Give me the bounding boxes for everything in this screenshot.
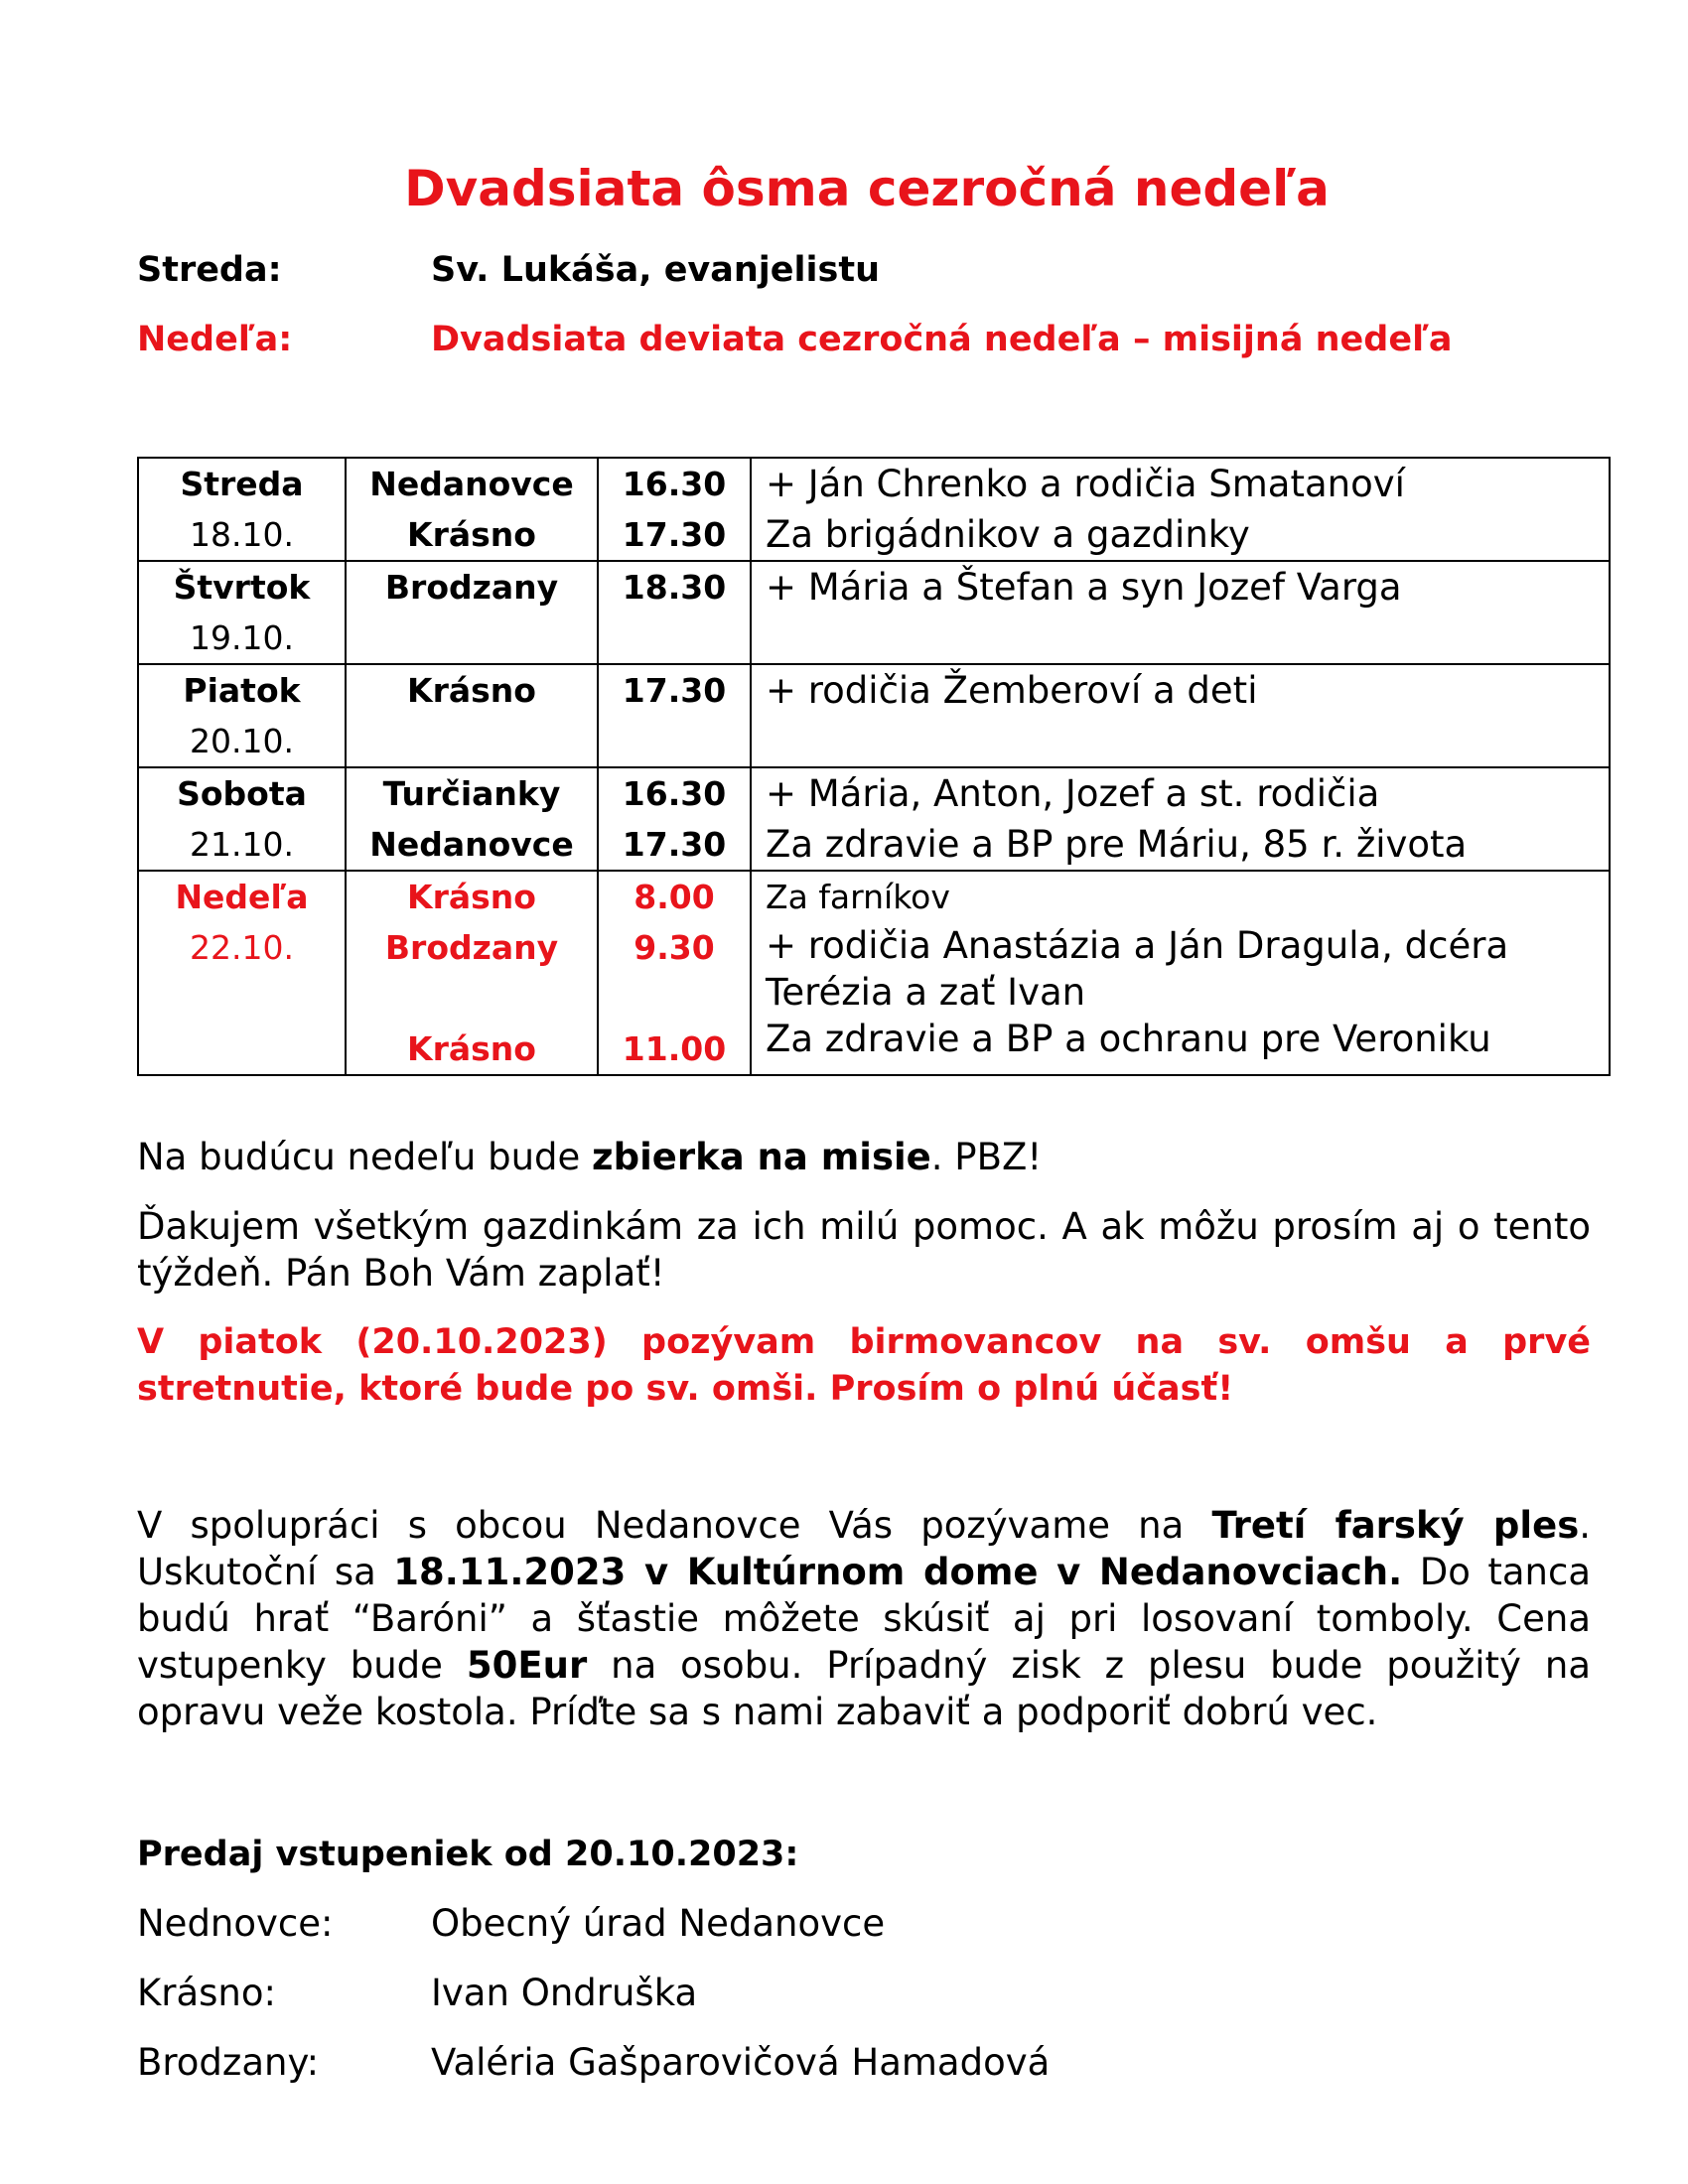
sales-seller: Ivan Ondruška [431, 1972, 698, 2014]
day-date: 21.10. [190, 825, 294, 864]
place-cell [346, 458, 598, 561]
place: Krásno [407, 878, 536, 916]
table-row [138, 871, 1610, 1075]
day-cell [138, 767, 346, 871]
day-name: Sobota [177, 774, 307, 813]
intention: + rodičia Žemberoví a deti [766, 669, 1258, 712]
sales-place: Krásno: [137, 1972, 276, 2014]
ball-emphasis: Tretí farský ples [1211, 1504, 1580, 1547]
time-cell [598, 871, 751, 1075]
sales-seller: Valéria Gašparovičová Hamadová [431, 2041, 1051, 2084]
notice-thanks: Ďakujem všetkým gazdinkám za ich milú pomoc. A ak môžu prosím aj o tento týždeň. Pán Boh Vám zaplať! [137, 1205, 1591, 1295]
time: 11.00 [622, 1029, 727, 1068]
place: Nedanovce [369, 465, 574, 503]
day-name: Štvrtok [173, 568, 311, 607]
place: Nedanovce [369, 825, 574, 864]
header-label: Streda: [137, 250, 282, 290]
ball-emphasis: 18.11.2023 v Kultúrnom dome v Nedanovciach. [393, 1551, 1403, 1593]
place-cell [346, 561, 598, 664]
time: 16.30 [622, 774, 727, 813]
intention: Za zdravie a BP a ochranu pre Veroniku [766, 1018, 1491, 1060]
header-value: Sv. Lukáša, evanjelistu [431, 250, 880, 290]
intention: Za zdravie a BP pre Máriu, 85 r. života [766, 823, 1468, 866]
time: 17.30 [622, 671, 727, 710]
ball-text: V spolupráci s obcou Nedanovce Vás pozývame na [137, 1504, 1212, 1547]
time: 16.30 [622, 465, 727, 503]
time: 18.30 [622, 568, 727, 607]
ball-invitation [137, 1502, 1591, 1735]
header-value: Dvadsiata deviata cezročná nedeľa – misijná nedeľa [431, 320, 1453, 359]
sales-place: Nednovce: [137, 1902, 334, 1945]
day-date: 22.10. [190, 928, 294, 967]
day-cell [138, 458, 346, 561]
ticket-sales-title: Predaj vstupeniek od 20.10.2023: [137, 1835, 799, 1874]
place-cell [346, 871, 598, 1075]
notice-text: . PBZ! [930, 1136, 1043, 1178]
table-row [138, 767, 1610, 871]
intention-cell [751, 561, 1610, 664]
place: Krásno [407, 1029, 536, 1068]
intention-cell [751, 458, 1610, 561]
intention: + rodičia Anastázia a Ján Dragula, dcéra [766, 924, 1509, 967]
intention: + Ján Chrenko a rodičia Smatanoví [766, 463, 1405, 505]
intention-cell [751, 664, 1610, 767]
ball-text: Do tanca budú hrať “Baróni” a šťastie môžete skúsiť aj pri losovaní tomboly. Cena vstupenky bude [137, 1551, 1591, 1687]
day-name: Streda [180, 465, 304, 503]
sales-place: Brodzany: [137, 2041, 320, 2084]
intention: + Mária a Štefan a syn Jozef Varga [766, 566, 1402, 609]
time: 17.30 [622, 515, 727, 554]
header-label: Nedeľa: [137, 320, 293, 359]
place: Turčianky [382, 774, 561, 813]
table-row [138, 561, 1610, 664]
intention-cell [751, 871, 1610, 1075]
notice-text: Na budúcu nedeľu bude [137, 1136, 593, 1178]
intention: Terézia a zať Ivan [766, 971, 1086, 1014]
page-title: Dvadsiata ôsma cezročná nedeľa [404, 160, 1330, 217]
day-date: 18.10. [190, 515, 294, 554]
day-cell [138, 561, 346, 664]
place: Krásno [407, 671, 536, 710]
day-date: 19.10. [190, 618, 294, 657]
time-cell [598, 767, 751, 871]
mass-schedule-table [137, 457, 1611, 1076]
table-row [138, 664, 1610, 767]
time: 8.00 [633, 878, 715, 916]
day-date: 20.10. [190, 722, 294, 760]
day-name: Piatok [183, 671, 301, 710]
ball-emphasis: 50Eur [466, 1644, 588, 1687]
place-cell [346, 767, 598, 871]
notice-emphasis: zbierka na misie [592, 1136, 931, 1178]
place: Brodzany [384, 568, 559, 607]
day-cell [138, 871, 346, 1075]
time-cell [598, 664, 751, 767]
ball-text: na osobu. Prípadný zisk z plesu bude použitý na opravu veže kostola. Príďte sa s nami zabaviť a podporiť dobrú vec. [137, 1644, 1591, 1733]
sales-seller: Obecný úrad Nedanovce [431, 1902, 886, 1945]
intention-cell [751, 767, 1610, 871]
notice-confirmation: V piatok (20.10.2023) pozývam birmovancov na sv. omšu a prvé stretnutie, ktoré bude po sv. omši. Prosím o plnú účasť! [137, 1322, 1591, 1409]
time-cell [598, 561, 751, 664]
day-cell [138, 664, 346, 767]
time: 17.30 [622, 825, 727, 864]
intention: + Mária, Anton, Jozef a st. rodičia [766, 772, 1380, 815]
day-name: Nedeľa [175, 878, 309, 916]
place: Brodzany [384, 928, 559, 967]
intention: Za brigádnikov a gazdinky [766, 513, 1250, 556]
place-cell [346, 664, 598, 767]
place: Krásno [407, 515, 536, 554]
table-row [138, 458, 1610, 561]
ball-text: . Uskutoční sa [137, 1504, 1591, 1593]
time-cell [598, 458, 751, 561]
notice-collection [137, 1134, 1591, 1180]
intention: Za farníkov [766, 878, 950, 916]
time: 9.30 [633, 928, 715, 967]
